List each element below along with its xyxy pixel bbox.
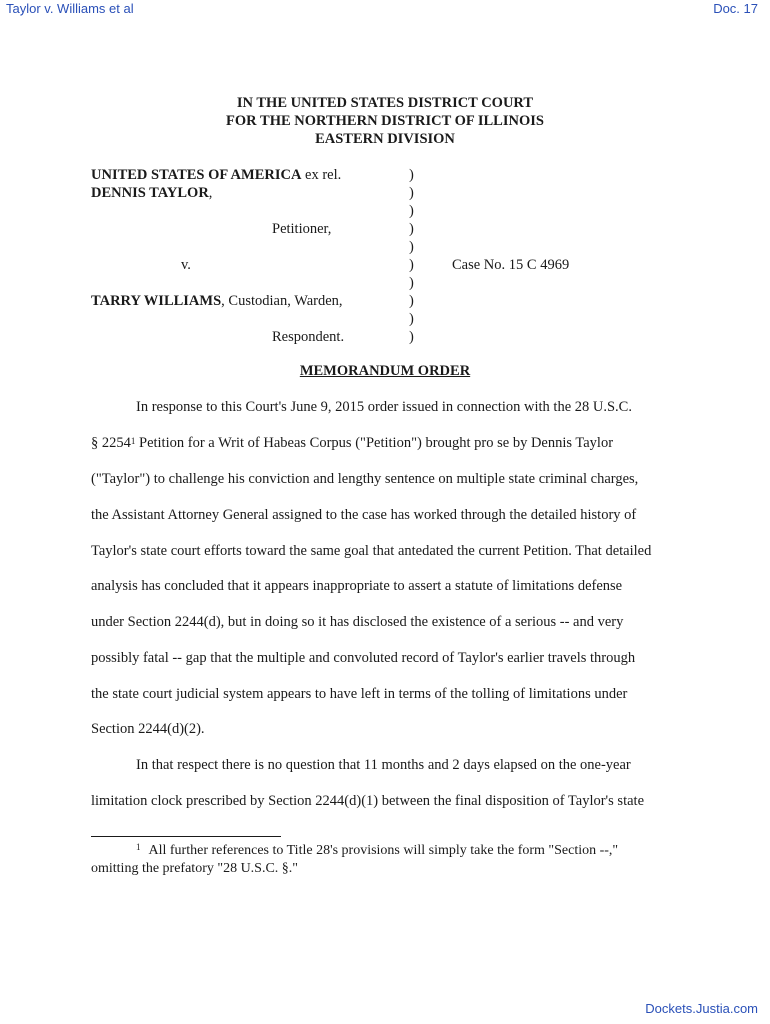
paren: ) <box>409 275 414 291</box>
body-line: ("Taylor") to challenge his conviction and lengthy sentence on multiple state criminal charges, <box>91 471 639 487</box>
body-line: In that respect there is no question that 11 months and 2 days elapsed on the one-year <box>136 757 631 773</box>
body-line: analysis has concluded that it appears inappropriate to assert a statute of limitations defense <box>91 578 623 594</box>
body-line: under Section 2244(d), but in doing so it has disclosed the existence of a serious -- and very <box>91 614 624 630</box>
body-line: the state court judicial system appears to have left in terms of the tolling of limitations under <box>91 686 628 702</box>
body-line: limitation clock prescribed by Section 2244(d)(1) between the final disposition of Taylor's state <box>91 793 645 809</box>
caption-versus: v. <box>181 257 191 273</box>
body-line: Taylor's state court efforts toward the same goal that antedated the current Petition. That detailed <box>91 543 652 559</box>
caption-relator-name: DENNIS TAYLOR <box>91 185 209 201</box>
footnote-number: 1 <box>136 842 141 852</box>
caption-plaintiff-name: UNITED STATES OF AMERICA <box>91 167 302 183</box>
caption-plaintiff-suffix: ex rel. <box>301 167 342 183</box>
body-line: possibly fatal -- gap that the multiple and convoluted record of Taylor's earlier travels through <box>91 650 636 666</box>
body-text: § 2254 <box>91 435 131 451</box>
paren: ) <box>409 203 414 219</box>
document-number-link[interactable]: Doc. 17 <box>713 1 758 16</box>
caption-respondent-name: TARRY WILLIAMS <box>91 293 222 309</box>
caption-relator <box>91 184 212 202</box>
body-line: In response to this Court's June 9, 2015 order issued in connection with the 28 U.S.C. <box>136 399 632 415</box>
paren: ) <box>409 329 414 345</box>
body-line: the Assistant Attorney General assigned to the case has worked through the detailed history of <box>91 507 637 523</box>
body-line: Section 2244(d)(2). <box>91 721 205 737</box>
paren: ) <box>409 185 414 201</box>
paren: ) <box>409 257 414 273</box>
paren: ) <box>409 167 414 183</box>
body-text: Petition for a Writ of Habeas Corpus ("Petition") brought pro se by Dennis Taylor <box>135 435 614 451</box>
court-heading-line-1: IN THE UNITED STATES DISTRICT COURT <box>236 95 534 111</box>
caption-respondent-label: Respondent. <box>272 329 345 345</box>
paren: ) <box>409 221 414 237</box>
document-title: MEMORANDUM ORDER <box>299 363 471 379</box>
body-line <box>91 434 613 452</box>
footnote-line-2: omitting the prefatory "28 U.S.C. §." <box>91 861 299 876</box>
footnote-text: All further references to Title 28's provisions will simply take the form "Section --," <box>148 843 619 858</box>
caption-parenthesis-column <box>409 166 419 346</box>
justia-dockets-link[interactable]: Dockets.Justia.com <box>645 1001 758 1016</box>
footnote-reference[interactable]: 1 <box>130 436 136 446</box>
footnote-divider <box>91 836 281 837</box>
caption-plaintiff <box>91 166 341 184</box>
case-title-link[interactable]: Taylor v. Williams et al <box>6 1 134 16</box>
caption-petitioner-label: Petitioner, <box>272 221 332 237</box>
court-heading <box>0 94 770 148</box>
caption-respondent-suffix: , Custodian, Warden, <box>221 293 343 309</box>
caption-relator-suffix: , <box>208 185 213 201</box>
caption-respondent <box>91 292 343 310</box>
paren: ) <box>409 311 414 327</box>
footnote-line-1 <box>91 842 618 860</box>
court-heading-line-3: EASTERN DIVISION <box>315 131 455 147</box>
paren: ) <box>409 239 414 255</box>
court-heading-line-2: FOR THE NORTHERN DISTRICT OF ILLINOIS <box>226 113 544 129</box>
paren: ) <box>409 293 414 309</box>
case-number: Case No. 15 C 4969 <box>452 257 570 273</box>
